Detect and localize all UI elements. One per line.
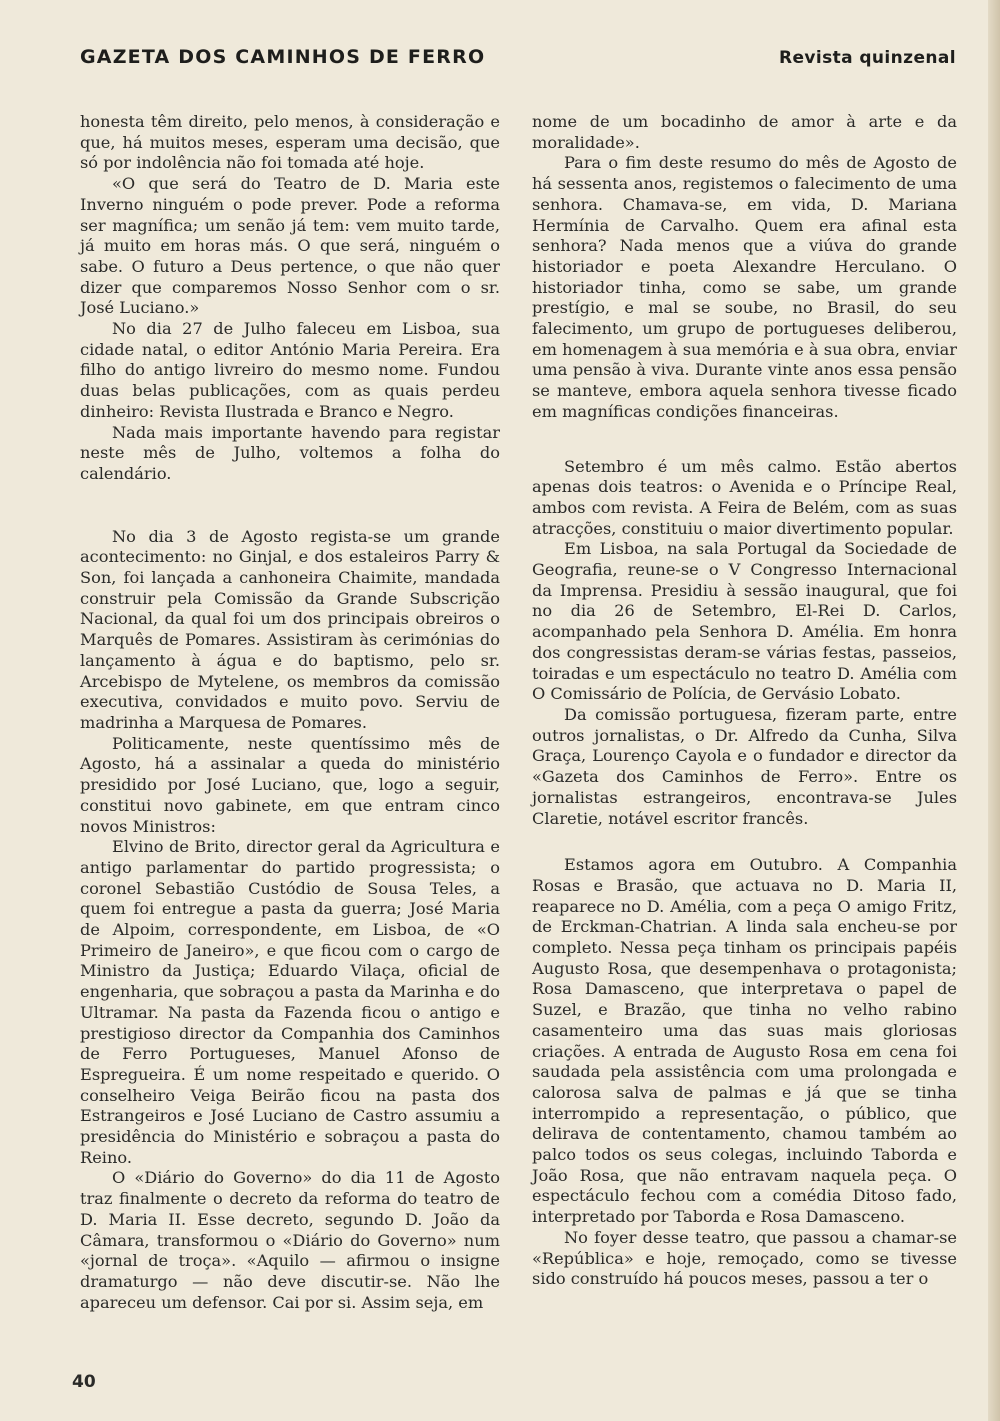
paragraph: Em Lisboa, na sala Portugal da Sociedade de Geografia, reune-se o V Congresso Internacional da Imprensa. Presidiu à sessão inaugural, que foi no dia 26 de Setembro, El-Rei D. Carlos, acompanhado pela Senhora D. Amélia. Em honra dos congressistas deram-se várias festas, passeios, toiradas e um espectáculo no teatro D. Amélia com O Comissário de Polícia, de Gervásio Lobato. <box>532 539 957 704</box>
paragraph: Para o fim deste resumo do mês de Agosto de há sessenta anos, registemos o falecimento de uma senhora. Chamava-se, em vida, D. Mariana Hermínia de Carvalho. Quem era afinal esta senhora? Nada menos que a viúva do grande historiador e poeta Alexandre Herculano. O historiador tinha, como se sabe, um grande prestígio, e mal se soube, no Brasil, do seu falecimento, um grupo de portugueses deliberou, em homenagem à sua memória e à sua obra, enviar uma pensão à viva. Durante vinte anos essa pensão se manteve, embora aquela senhora tivesse ficado em magníficas condições financeiras. <box>532 153 957 421</box>
paragraph: nome de um bocadinho de amor à arte e da moralidade». <box>532 112 957 152</box>
paragraph: Politicamente, neste quentíssimo mês de Agosto, há a assinalar a queda do ministério presidido por José Luciano, que, logo a seguir, constitui novo gabinete, em que entram cinco novos Ministros: <box>80 733 500 836</box>
paragraph: O «Diário do Governo» do dia 11 de Agosto traz finalmente o decreto da reforma do teatro de D. Maria II. Esse decreto, segundo D. João da Câmara, transformou o «Diário do Governo» num «jornal de troça». «Aquilo — afirmou o insigne dramaturgo — não deve discutir-se. Não lhe apareceu um defensor. Cai por si. Assim seja, em <box>80 1168 500 1312</box>
right-column <box>532 112 957 1290</box>
paragraph: Da comissão portuguesa, fizeram parte, entre outros jornalistas, o Dr. Alfredo da Cunha, Silva Graça, Lourenço Cayola e o fundador e director da «Gazeta dos Caminhos de Ferro». Entre os jornalistas estrangeiros, encontrava-se Jules Claretie, notável escritor francês. <box>532 704 957 828</box>
publication-subtitle: Revista quinzenal <box>779 48 956 68</box>
page-number: 40 <box>72 1372 96 1392</box>
page-edge <box>988 0 1000 1421</box>
paragraph: No dia 27 de Julho faleceu em Lisboa, sua cidade natal, o editor António Maria Pereira. Era filho do antigo livreiro do mesmo nome. Fundou duas belas publicações, com as quais perdeu dinheiro: Revista Ilustrada e Branco e Negro. <box>80 319 500 421</box>
paragraph: Elvino de Brito, director geral da Agricultura e antigo parlamentar do partido progressista; o coronel Sebastião Custódio de Sousa Teles, a quem foi entregue a pasta da guerra; José Maria de Alpoim, correspondente, em Lisboa, de «O Primeiro de Janeiro», e que ficou com o cargo de Ministro da Justiça; Eduardo Vilaça, oficial de engenharia, que sobraçou a pasta da Marinha e do Ultramar. Na pasta da Fazenda ficou o antigo e prestigioso director da Companhia dos Caminhos de Ferro Portugueses, Manuel Afonso de Espregueira. É um nome respeitado e querido. O conselheiro Veiga Beirão ficou na pasta dos Estrangeiros e José Luciano de Castro assumiu a presidência do Ministério e sobraçou a pasta do Reino. <box>80 837 500 1167</box>
paragraph: Nada mais importante havendo para registar neste mês de Julho, voltemos a folha do calendário. <box>80 422 500 483</box>
paragraph: Estamos agora em Outubro. A Companhia Rosas e Brasão, que actuava no D. Maria II, reaparece no D. Amélia, com a peça O amigo Fritz, de Erckman-Chatrian. A linda sala encheu-se por completo. Nessa peça tinham os principais papéis Augusto Rosa, que desempenhava o protagonista; Rosa Damasceno, que interpretava o papel de Suzel, e Brazão, que tinha no velho rabino casamenteiro uma das suas mais gloriosas criações. A entrada de Augusto Rosa em cena foi saudada pela assistência com uma prolongada e calorosa salva de palmas e já que se tinha interrompido a representação, o público, que delirava de contentamento, chamou também ao palco todos os seus colegas, incluindo Taborda e João Rosa, que não entravam naquela peça. O espectáculo fechou com a comédia Ditoso fado, interpretado por Taborda e Rosa Damasceno. <box>532 855 957 1227</box>
paragraph: honesta têm direito, pelo menos, à consideração e que, há muitos meses, esperam uma decisão, que só por indolência não foi tomada até hoje. <box>80 112 500 173</box>
left-column <box>80 112 500 1313</box>
paragraph: «O que será do Teatro de D. Maria este Inverno ninguém o pode prever. Pode a reforma ser magnífica; um senão já tem: vem muito tarde, já muito em horas más. O que será, ninguém o sabe. O futuro a Deus pertence, o que não quer dizer que comparemos Nosso Senhor com o sr. José Luciano.» <box>80 174 500 318</box>
paragraph: Setembro é um mês calmo. Estão abertos apenas dois teatros: o Avenida e o Príncipe Real, ambos com revista. A Feira de Belém, com as suas atracções, constituiu o maior divertimento popular. <box>532 456 957 538</box>
page-header <box>80 46 960 78</box>
publication-title: GAZETA DOS CAMINHOS DE FERRO <box>80 46 486 68</box>
paragraph: No foyer desse teatro, que passou a chamar-se «República» e hoje, remoçado, como se tivesse sido construído há poucos meses, passou a ter o <box>532 1227 957 1289</box>
paragraph: No dia 3 de Agosto regista-se um grande acontecimento: no Ginjal, e dos estaleiros Parry & Son, foi lançada a canhoneira Chaimite, mandada construir pela Comissão da Grande Subscrição Nacional, da qual foi um dos principais obreiros o Marquês de Pomares. Assistiram às cerimónias do lançamento à água e do baptismo, pelo sr. Arcebispo de Mytelene, os membros da comissão executiva, convidados e muito povo. Serviu de madrinha a Marquesa de Pomares. <box>80 526 500 732</box>
